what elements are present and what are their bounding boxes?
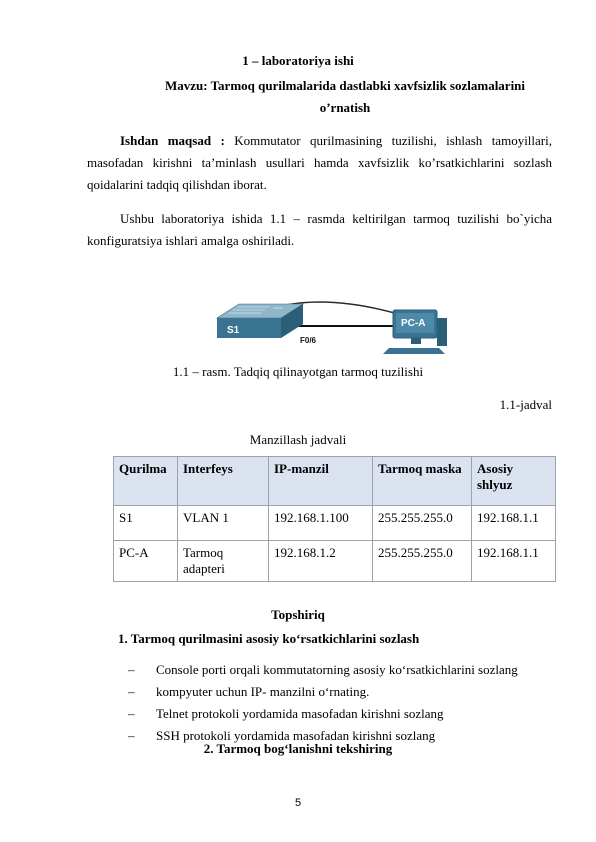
intro-paragraph: Ushbu laboratoriya ishida 1.1 – rasmda keltirilgan tarmoq tuzilishi bo`yicha konfiguratsiya ishlari amalga oshiriladi. [87, 211, 552, 248]
header-gateway: Asosiy shlyuz [472, 457, 556, 506]
subject-line-2: o’rnatish [319, 100, 371, 115]
figure-caption: 1.1 – rasm. Tadqiq qilinayotgan tarmoq tuzilishi [172, 364, 424, 379]
table-cell: PC-A [114, 541, 178, 582]
lab-subject [95, 75, 595, 119]
list-item [128, 703, 518, 725]
list-item-text: kompyuter uchun IP- manzilni o‘rnating. [156, 684, 370, 699]
table-cell: S1 [114, 506, 178, 541]
list-bullet: – [128, 684, 135, 699]
table-cell: 192.168.1.100 [269, 506, 373, 541]
table-cell: 255.255.255.0 [373, 506, 472, 541]
table-reference: 1.1-jadval [499, 397, 552, 412]
table-caption: Manzillash jadvali [249, 432, 347, 447]
list-item-text: Telnet protokoli yordamida masofadan kirishni sozlang [156, 706, 444, 721]
section-2-heading: 2. Tarmoq bog‘lanishni tekshiring [203, 741, 393, 756]
addressing-table [113, 456, 556, 582]
list-bullet: – [128, 728, 135, 743]
header-device: Qurilma [114, 457, 178, 506]
list-bullet: – [128, 662, 135, 677]
table-row [114, 541, 556, 582]
list-bullet: – [128, 706, 135, 721]
purpose-text: Kommutator qurilmasining tuzilishi, ishlash tamoyillari, masofadan kirishni ta’minlash usullari hamda xavfsizlik ko’rsatkichlarini sozlash qoidalarini tadqiq qilishdan iborat. [87, 133, 552, 192]
table-cell: 255.255.255.0 [373, 541, 472, 582]
task-title: Topshiriq [271, 607, 325, 622]
table-cell: 192.168.1.2 [269, 541, 373, 582]
network-topology-figure [203, 296, 453, 356]
purpose-label: Ishdan maqsad : [120, 133, 225, 148]
list-item [128, 681, 518, 703]
header-mask: Tarmoq maska [373, 457, 472, 506]
purpose-paragraph [87, 130, 552, 196]
table-cell: Tarmoq adapteri [178, 541, 269, 582]
task-list [128, 659, 518, 747]
table-cell: 192.168.1.1 [472, 541, 556, 582]
header-ip: IP-manzil [269, 457, 373, 506]
subject-line-1: Mavzu: Tarmoq qurilmalarida dastlabki xavfsizlik sozlamalarini [164, 78, 526, 93]
switch-icon [217, 304, 303, 338]
switch-label: S1 [227, 325, 240, 336]
port-label: F0/6 [300, 336, 317, 345]
page-number: 5 [294, 797, 302, 809]
list-item [128, 659, 518, 681]
header-interface: Interfeys [178, 457, 269, 506]
table-row [114, 506, 556, 541]
pc-label: PC-A [401, 318, 426, 329]
lab-title: 1 – laboratoriya ishi [242, 53, 354, 68]
table-header-row [114, 457, 556, 506]
pc-icon [383, 310, 447, 354]
list-item-text: SSH protokoli yordamida masofadan kirishni sozlang [156, 728, 436, 743]
list-item-text: Console porti orqali kommutatorning asosiy ko‘rsatkichlarini sozlang [156, 662, 518, 677]
section-1-heading: 1. Tarmoq qurilmasini asosiy ko‘rsatkichlarini sozlash [118, 631, 420, 646]
table-cell: 192.168.1.1 [472, 506, 556, 541]
table-cell: VLAN 1 [178, 506, 269, 541]
